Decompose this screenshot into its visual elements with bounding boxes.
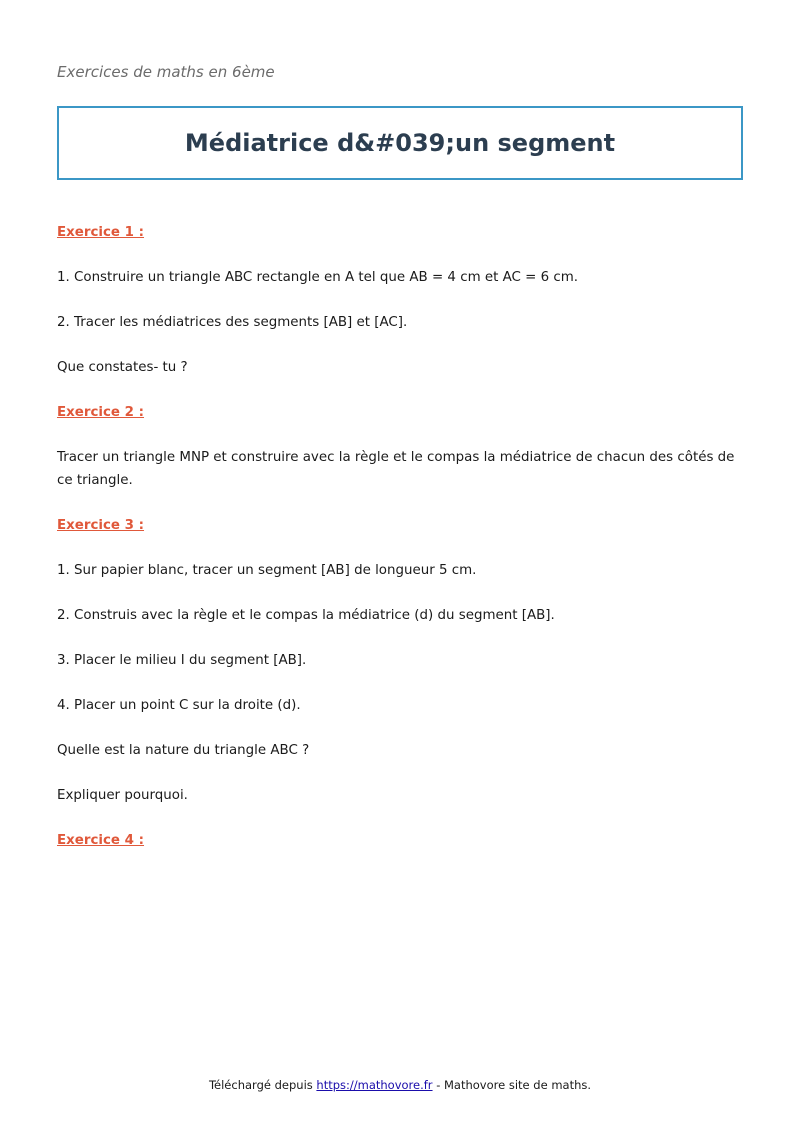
title-box (57, 106, 743, 180)
exercise-3-heading-text: Exercice 3 : (57, 517, 145, 533)
exercise-1-question-2: 2. Tracer les médiatrices des segments [AB] et [AC]. (57, 315, 408, 330)
exercise-2-heading-text: Exercice 2 : (57, 405, 145, 420)
exercise-1-question-1: 1. Construire un triangle ABC rectangle en A tel que AB = 4 cm et AC = 6 cm. (57, 270, 579, 285)
exercise-1-question-3: Que constates- tu ? (57, 360, 188, 375)
exercise-1-heading (57, 222, 741, 245)
exercise-3-question-1: 1. Sur papier blanc, tracer un segment [AB] de longueur 5 cm. (57, 562, 477, 578)
footer (0, 1078, 800, 1092)
page-subtitle: Exercices de maths en 6ème (57, 63, 275, 81)
exercise-list (57, 222, 741, 875)
footer-prefix: Téléchargé depuis (208, 1078, 313, 1092)
page-title: Médiatrice d&#039;un segment (184, 129, 616, 157)
exercise-3-question-6: Expliquer pourquoi. (57, 787, 188, 803)
footer-suffix: - Mathovore site de maths. (436, 1078, 592, 1092)
exercise-3-question-5: Quelle est la nature du triangle ABC ? (57, 742, 310, 758)
exercise-3-question-3: 3. Placer le milieu I du segment [AB]. (57, 652, 307, 668)
exercise-3-heading (57, 515, 741, 538)
footer-link[interactable]: https://mathovore.fr (316, 1078, 433, 1092)
exercise-3-question-2: 2. Construis avec la règle et le compas la médiatrice (d) du segment [AB]. (57, 607, 555, 623)
exercise-4-heading-text: Exercice 4 : (57, 832, 145, 848)
exercise-4-heading (57, 830, 741, 853)
exercise-2-question-1: Tracer un triangle MNP et construire avec la règle et le compas la médiatrice de chacun des côtés de ce triangle. (57, 450, 735, 488)
exercise-1-heading-text: Exercice 1 : (57, 225, 145, 240)
exercise-2-heading (57, 402, 741, 425)
exercise-3-question-4: 4. Placer un point C sur la droite (d). (57, 697, 301, 713)
